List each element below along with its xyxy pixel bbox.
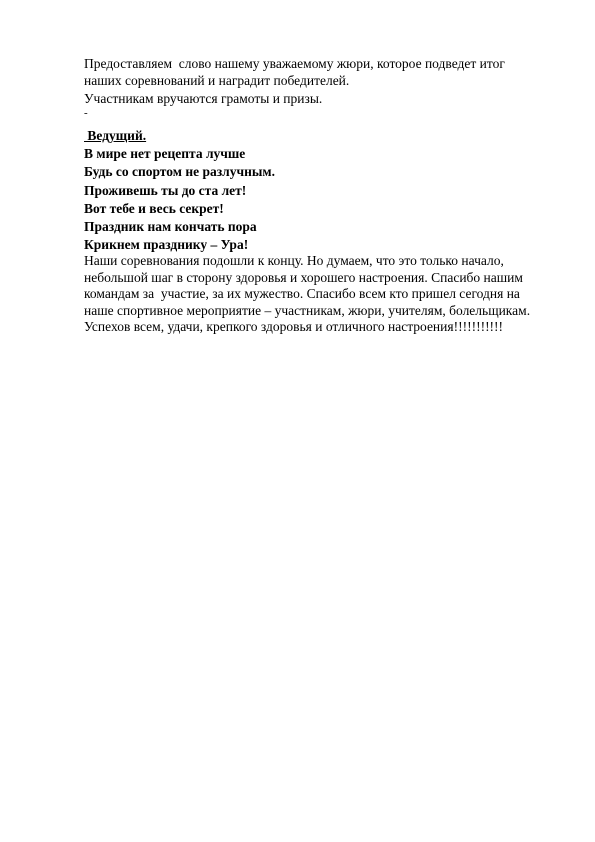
closing-line: Успехов всем, удачи, крепкого здоровья и отличного настроения!!!!!!!!!!! bbox=[84, 319, 504, 335]
poem-line: Будь со спортом не разлучным. bbox=[84, 164, 275, 180]
poem-line: Крикнем празднику – Ура! bbox=[84, 237, 249, 253]
dash-text: - bbox=[84, 107, 88, 119]
closing-line: небольшой шаг в сторону здоровья и хорошего настроения. Спасибо нашим bbox=[84, 269, 523, 285]
closing-line: командам за участие, за их мужество. Спасибо всем кто пришел сегодня на bbox=[84, 286, 520, 302]
closing-line: Наши соревнования подошли к концу. Но думаем, что это только начало, bbox=[84, 253, 504, 268]
dash-marker bbox=[84, 108, 554, 119]
intro-line-2: наших соревнований и наградит победителей. bbox=[84, 73, 350, 88]
poem-line: Проживешь ты до ста лет! bbox=[84, 182, 247, 198]
leader-heading bbox=[84, 127, 554, 144]
awards-paragraph bbox=[84, 90, 554, 107]
poem-line: В мире нет рецепта лучше bbox=[84, 146, 246, 161]
intro-paragraph bbox=[84, 55, 554, 89]
leader-label: Ведущий. bbox=[84, 128, 147, 143]
awards-line: Участникам вручаются грамоты и призы. bbox=[84, 91, 323, 106]
closing-line: наше спортивное мероприятие – участникам, жюри, учителям, болельщикам. bbox=[84, 302, 531, 318]
closing-paragraph bbox=[84, 253, 554, 336]
intro-line-1: Предоставляем слово нашему уважаемому жюри, которое подведет итог bbox=[84, 56, 505, 71]
poem-line: Вот тебе и весь секрет! bbox=[84, 200, 224, 216]
poem bbox=[84, 145, 554, 255]
poem-line: Праздник нам кончать пора bbox=[84, 219, 257, 235]
